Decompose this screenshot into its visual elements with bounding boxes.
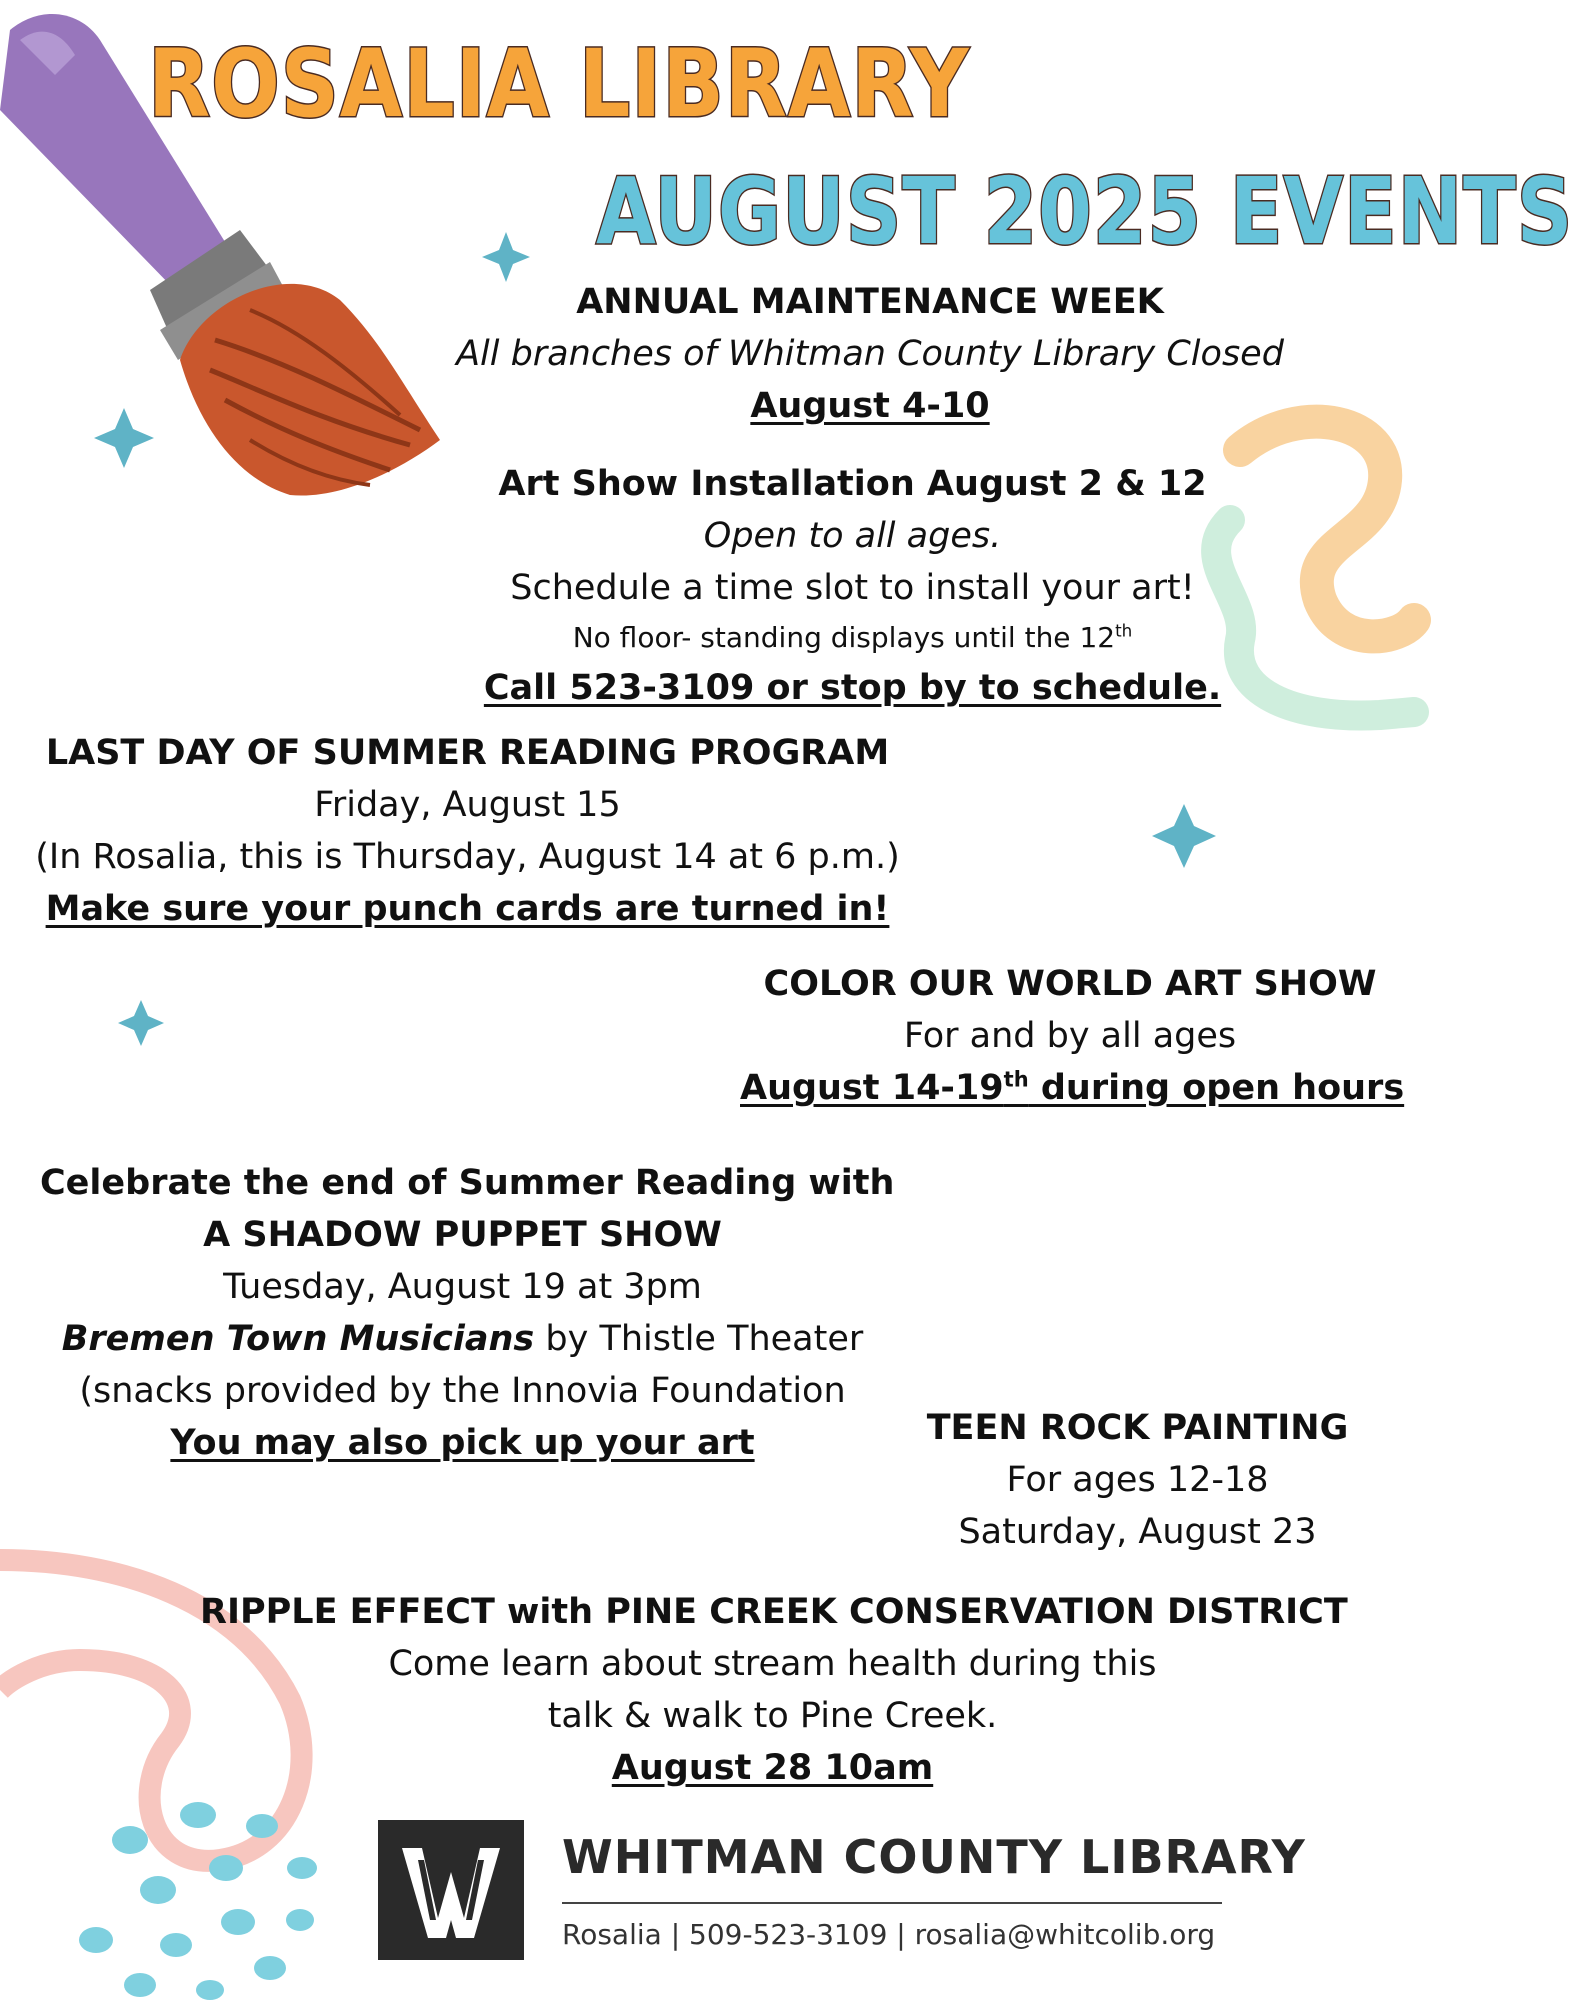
event-date: August 14-19th during open hours bbox=[740, 1067, 1405, 1108]
event-heading: COLOR OUR WORLD ART SHOW bbox=[763, 964, 1377, 1004]
event-heading: A SHADOW PUPPET SHOW bbox=[203, 1215, 722, 1255]
event-summer-reading bbox=[20, 727, 915, 935]
event-subtitle: All branches of Whitman County Library Closed bbox=[456, 334, 1284, 374]
event-teen-rock bbox=[880, 1402, 1395, 1558]
event-date: Saturday, August 23 bbox=[958, 1512, 1317, 1552]
event-heading: ANNUAL MAINTENANCE WEEK bbox=[576, 282, 1164, 322]
event-date: Friday, August 15 bbox=[314, 785, 621, 825]
event-description: Come learn about stream health during this bbox=[388, 1644, 1157, 1684]
event-heading: RIPPLE EFFECT with PINE CREEK CONSERVATION DISTRICT bbox=[200, 1592, 1348, 1632]
footer-divider bbox=[562, 1902, 1222, 1904]
event-note: No floor- standing displays until the 12th bbox=[572, 620, 1133, 654]
event-detail: Schedule a time slot to install your art! bbox=[510, 568, 1195, 608]
event-maintenance bbox=[420, 276, 1320, 432]
library-name: WHITMAN COUNTY LIBRARY bbox=[562, 1830, 1306, 1884]
event-heading: LAST DAY OF SUMMER READING PROGRAM bbox=[45, 733, 890, 773]
event-audience: For and by all ages bbox=[903, 1016, 1237, 1056]
library-logo-icon bbox=[378, 1820, 524, 1960]
event-description: talk & walk to Pine Creek. bbox=[547, 1696, 998, 1736]
event-art-install bbox=[450, 458, 1255, 714]
event-heading: Art Show Installation August 2 & 12 bbox=[498, 464, 1207, 504]
event-date: August 4-10 bbox=[750, 386, 990, 426]
event-pickup: You may also pick up your art bbox=[170, 1423, 755, 1463]
event-reminder: Make sure your punch cards are turned in! bbox=[45, 889, 890, 929]
page-subtitle: AUGUST 2025 EVENTS bbox=[596, 158, 1573, 265]
event-date: August 28 10am bbox=[611, 1748, 934, 1788]
page-title: ROSALIA LIBRARY bbox=[148, 30, 970, 139]
event-heading: Celebrate the end of Summer Reading with bbox=[40, 1163, 895, 1203]
event-art-show bbox=[740, 958, 1405, 1114]
event-audience: Open to all ages. bbox=[703, 516, 1002, 556]
event-ages: For ages 12-18 bbox=[1006, 1460, 1269, 1500]
event-puppet-show bbox=[40, 1157, 895, 1469]
event-snacks: (snacks provided by the Innovia Foundation bbox=[79, 1371, 846, 1411]
event-heading: TEEN ROCK PAINTING bbox=[926, 1408, 1349, 1448]
event-ripple bbox=[200, 1586, 1348, 1794]
library-contact: Rosalia | 509-523-3109 | rosalia@whitcolib.org bbox=[562, 1918, 1216, 1951]
event-call: Call 523-3109 or stop by to schedule. bbox=[483, 668, 1222, 708]
event-note: (In Rosalia, this is Thursday, August 14 at 6 p.m.) bbox=[35, 837, 900, 877]
event-performance: Bremen Town Musicians by Thistle Theater bbox=[61, 1319, 864, 1359]
event-date: Tuesday, August 19 at 3pm bbox=[223, 1267, 702, 1307]
